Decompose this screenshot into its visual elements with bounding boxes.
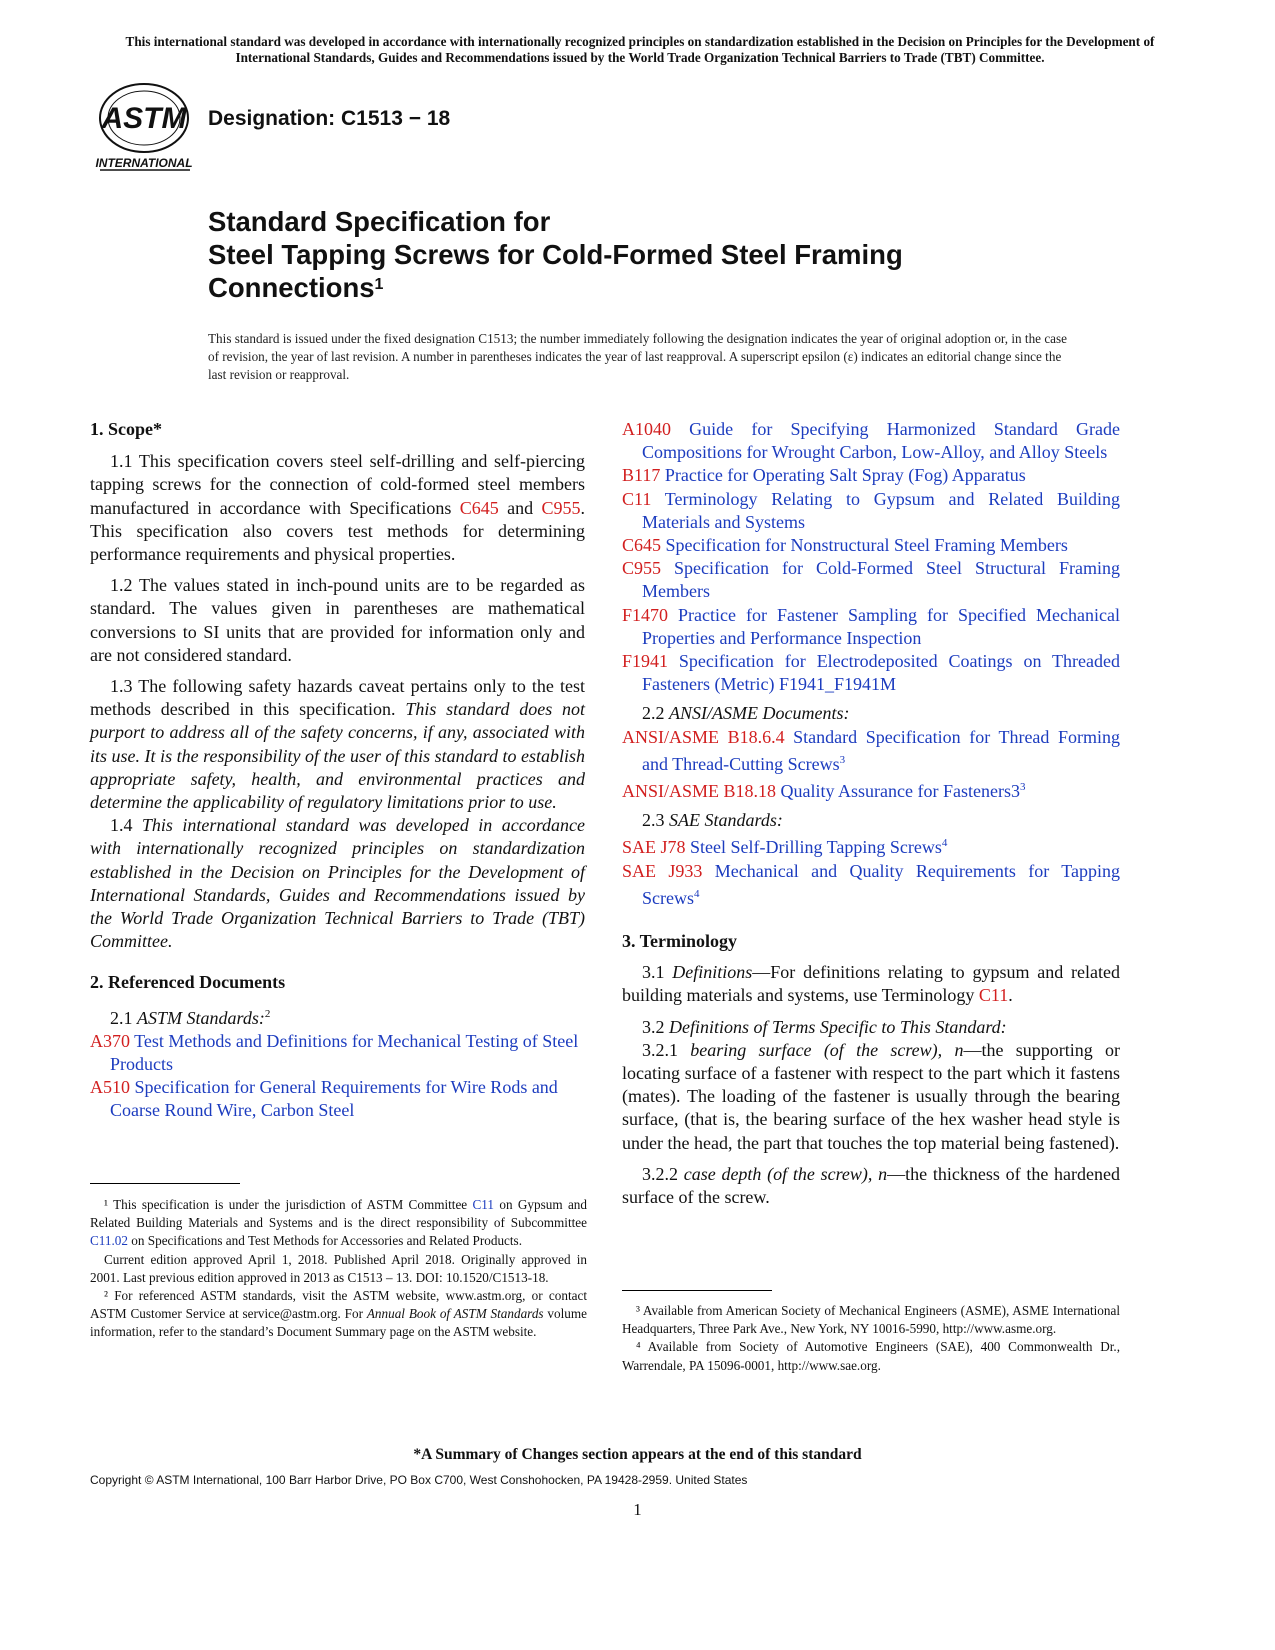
footnote-1-edition: Current edition approved April 1, 2018. Published April 2018. Originally approved in 2001. Last previous edition approved in 2013 as C1513 – 13. DOI: 10.1520/C1513-18. (90, 1251, 587, 1285)
p322-definition: —the thickness of the hardened surface of the screw. (622, 1163, 1120, 1208)
subsection-2-1 (90, 1003, 585, 1030)
sub23-num: 2.3 (642, 810, 669, 831)
p14-text-a: 1.4 (110, 815, 142, 836)
paragraph-3-1 (622, 961, 1120, 1007)
sub23-title: SAE Standards: (669, 810, 783, 831)
p321-term: bearing surface (of the screw), n (690, 1039, 964, 1060)
paragraph-1-1 (90, 450, 585, 566)
fn1-text-b: on Gypsum and Related Building Materials and Systems and is the direct responsibility of Subcommittee (90, 1197, 587, 1231)
ref-code[interactable]: ANSI/ASME B18.18 (622, 781, 777, 802)
p11-text-b: . This specification also covers test methods for determining performance requirements and physical properties. (90, 497, 585, 565)
reference-a1040[interactable] (622, 418, 1120, 464)
subsection-2-2 (622, 702, 1120, 725)
p11-text-a: 1.1 This specification covers steel self-drilling and self-piercing tapping screws for the connection of cold-formed steel members manufactured in accordance with Specifications (90, 451, 585, 518)
reference-a510[interactable] (90, 1076, 585, 1122)
sub22-title: ANSI/ASME Documents: (669, 703, 850, 724)
paragraph-1-3 (90, 675, 585, 814)
p32-num: 3.2 (642, 1016, 669, 1037)
ref-code[interactable]: C645 (622, 535, 662, 556)
footnotes-right (622, 1302, 1120, 1375)
astm-logo (92, 82, 198, 172)
ref-title[interactable]: Specification for Cold-Formed Steel Structural Framing Members (642, 558, 1120, 602)
paragraph-1-2: 1.2 The values stated in inch-pound units are to be regarded as standard. The values given in parentheses are mathematical conversions to SI units that are provided for information only and are not considered standard. (90, 575, 585, 665)
reference-f1941[interactable] (622, 650, 1120, 696)
p31-num: 3.1 (642, 962, 673, 983)
p11-and: and (498, 497, 542, 518)
ref-code[interactable]: SAE J78 (622, 837, 686, 858)
reference-c955[interactable] (622, 557, 1120, 603)
astm-ref-list-left (90, 1030, 585, 1123)
p31-period: . (1008, 985, 1013, 1006)
ref-title[interactable]: Test Methods and Definitions for Mechanical Testing of Steel Products (110, 1030, 579, 1075)
title-footnote-marker[interactable]: 1 (374, 276, 384, 293)
document-title (208, 205, 1208, 304)
fn1-text-a: ¹ This specification is under the jurisdiction of ASTM Committee (104, 1197, 473, 1212)
title-line-1: Standard Specification for (208, 206, 551, 237)
designation: Designation: C1513 − 18 (208, 107, 451, 130)
reference-c11[interactable] (622, 488, 1120, 534)
p13-safety-caveat: This standard does not purport to address all of the safety concerns, if any, associated with its use. It is the responsibility of the user of this standard to establish appropriate safety, health, and environmental practices and determine the applicability of regulatory limitations prior to use. (90, 699, 585, 813)
ref-code[interactable]: SAE J933 (622, 860, 703, 881)
ref-code[interactable]: ANSI/ASME B18.6.4 (622, 726, 785, 747)
copyright-line: Copyright © ASTM International, 100 Barr Harbor Drive, PO Box C700, West Conshohocken, PA 19428-2959. United States (90, 1473, 748, 1487)
link-c645[interactable]: C645 (459, 497, 499, 518)
ref-title[interactable]: Quality Assurance for Fasteners3 (776, 781, 1020, 802)
footnote-1 (90, 1196, 587, 1251)
ref-title[interactable]: Specification for General Requirements for Wire Rods and Coarse Round Wire, Carbon Steel (110, 1077, 558, 1121)
ref-code[interactable]: B117 (622, 465, 661, 486)
ref-title[interactable]: Practice for Fastener Sampling for Specified Mechanical Properties and Performance Inspection (642, 604, 1120, 648)
reference-ansi-b18-6-4[interactable] (622, 726, 1120, 776)
page-number: 1 (633, 1500, 642, 1519)
fn2-text-a: ² For referenced ASTM standards, visit the ASTM website, www.astm.org, or contact ASTM Customer Service at service@astm.org. For (90, 1288, 587, 1322)
title-line-3 (208, 271, 1208, 304)
summary-of-changes-note: *A Summary of Changes section appears at the end of this standard (413, 1446, 862, 1463)
p31-italic: Definitions (672, 962, 753, 983)
reference-sae-j78[interactable] (622, 832, 1120, 859)
link-c955[interactable]: C955 (541, 497, 581, 518)
ansi-ref-list (622, 726, 1120, 804)
footnote-2 (90, 1287, 587, 1342)
paragraph-3-2 (622, 1016, 1120, 1039)
p14-text-b: This international standard was developed in accordance with internationally recognized principles on standardization established in the Decision on Principles for the Development of International Standards, Guides and Recommendations issued by the World Trade Organization Technical Barriers to Trade (TBT) Committee. (90, 815, 586, 952)
ref-code[interactable]: A510 (90, 1077, 130, 1098)
ref-code[interactable]: C11 (622, 488, 652, 509)
paragraph-1-4 (90, 814, 585, 953)
ref-footnote-marker[interactable]: 3 (839, 753, 846, 766)
ref-title[interactable]: Mechanical and Quality Requirements for Tapping Screws (642, 860, 1120, 908)
ref-title[interactable]: Standard Specification for Thread Forming and Thread-Cutting Screws (642, 726, 1120, 774)
reference-c645[interactable] (622, 534, 1120, 557)
fn1-text-c: on Specifications and Test Methods for Accessories and Related Products. (127, 1233, 522, 1249)
ref-title[interactable]: Specification for Electrodeposited Coatings on Threaded Fasteners (Metric) F1941_F1941M (642, 651, 1120, 695)
p32-italic: Definitions of Terms Specific to This Standard: (669, 1016, 1007, 1037)
p321-definition: —the supporting or locating surface of a fastener with respect to the part which it fastens (mates). The loading of the fastener is usually through the bearing surface, (that is, the bearing surface of the hex washer head style is under the head, the part that touches the top material being fastened). (622, 1039, 1120, 1153)
ref-footnote-marker[interactable]: 4 (694, 887, 700, 900)
paragraph-3-2-1 (622, 1039, 1120, 1155)
ref-code[interactable]: F1941 (622, 651, 669, 672)
sub21-title: ASTM Standards: (137, 1007, 265, 1028)
link-c11[interactable]: C11 (472, 1197, 495, 1212)
ref-code[interactable]: F1470 (622, 604, 669, 625)
svg-text:ASTM: ASTM (101, 102, 187, 135)
sae-ref-list (622, 832, 1120, 910)
title-line-3-text: Connections (208, 272, 375, 303)
reference-ansi-b18-18[interactable] (622, 776, 1120, 803)
p13-text-a: 1.3 The following safety hazards caveat pertains only to the test methods described in this specification. (90, 676, 585, 720)
ref-footnote-marker[interactable]: 3 (1019, 781, 1026, 794)
ref-title[interactable]: Guide for Specifying Harmonized Standard Grade Compositions for Wrought Carbon, Low-Alloy, and Alloy Steels (642, 419, 1120, 463)
paragraph-3-2-2 (622, 1163, 1120, 1209)
fn2-text-b: volume information, refer to the standard’s Document Summary page on the ASTM website. (90, 1306, 587, 1340)
astm-ref-list-right (622, 418, 1120, 696)
section-2-heading: 2. Referenced Documents (90, 972, 286, 993)
section-3-heading: 3. Terminology (622, 931, 738, 952)
footnotes-left (90, 1196, 587, 1342)
ref-footnote-marker[interactable]: 4 (941, 837, 948, 850)
ref-title[interactable]: Practice for Operating Salt Spray (Fog) Apparatus (660, 465, 1026, 486)
issuance-note: This standard is issued under the fixed designation C1513; the number immediately following the designation indicates the year of original adoption or, in the case of revision, the year of last revision. A number in parentheses indicates the year of last reapproval. A superscript epsilon (ε) indicates an editorial change since the last revision or reapproval. (208, 331, 1068, 382)
p321-num: 3.2.1 (642, 1039, 691, 1060)
subsection-2-3 (622, 809, 1120, 832)
ref-title[interactable]: Terminology Relating to Gypsum and Related Building Materials and Systems (642, 488, 1120, 532)
link-c11-terminology[interactable]: C11 (978, 985, 1009, 1006)
p322-term: case depth (of the screw), n (683, 1163, 888, 1184)
section-1-heading: 1. Scope* (90, 419, 162, 439)
svg-text:INTERNATIONAL: INTERNATIONAL (95, 156, 193, 170)
sub21-num: 2.1 (110, 1007, 137, 1028)
ref-code[interactable]: A1040 (622, 419, 671, 439)
reference-sae-j933[interactable] (622, 860, 1120, 910)
international-standard-notice: This international standard was developed in accordance with internationally recognized principles on standardization established in the Decision on Principles for the Development of International Standards, Guides and Recommendations issued by the World Trade Organization Technical Barriers to Trade (TBT) Committee. (125, 34, 1155, 65)
ref-code[interactable]: A370 (90, 1030, 130, 1051)
sub21-footnote-marker[interactable]: 2 (264, 1007, 271, 1020)
footnote-rule-left (90, 1183, 240, 1184)
fn2-italic: Annual Book of ASTM Standards (366, 1306, 544, 1322)
right-column (622, 418, 1120, 1209)
p31-text: —For definitions relating to gypsum and related building materials and systems, use Terminology (622, 962, 1120, 1006)
p322-num: 3.2.2 (642, 1163, 684, 1184)
link-c11-02[interactable]: C11.02 (90, 1233, 128, 1249)
reference-f1470[interactable] (622, 604, 1120, 650)
ref-title[interactable]: Specification for Nonstructural Steel Framing Members (661, 535, 1068, 556)
footnote-rule-right (622, 1290, 772, 1291)
left-column (90, 418, 585, 1123)
footnote-3: ³ Available from American Society of Mechanical Engineers (ASME), ASME International Headquarters, Three Park Ave., New York, NY 10016-5990, http://www.asme.org. (622, 1303, 1120, 1337)
footnote-4: ⁴ Available from Society of Automotive Engineers (SAE), 400 Commonwealth Dr., Warrendale, PA 15096-0001, http://www.sae.org. (622, 1339, 1120, 1373)
title-line-2: Steel Tapping Screws for Cold-Formed Steel Framing (208, 239, 903, 270)
ref-title[interactable]: Steel Self-Drilling Tapping Screws (685, 837, 942, 858)
sub22-num: 2.2 (642, 703, 669, 724)
reference-a370[interactable] (90, 1030, 585, 1076)
reference-b117[interactable] (622, 464, 1120, 487)
ref-code[interactable]: C955 (622, 558, 662, 579)
